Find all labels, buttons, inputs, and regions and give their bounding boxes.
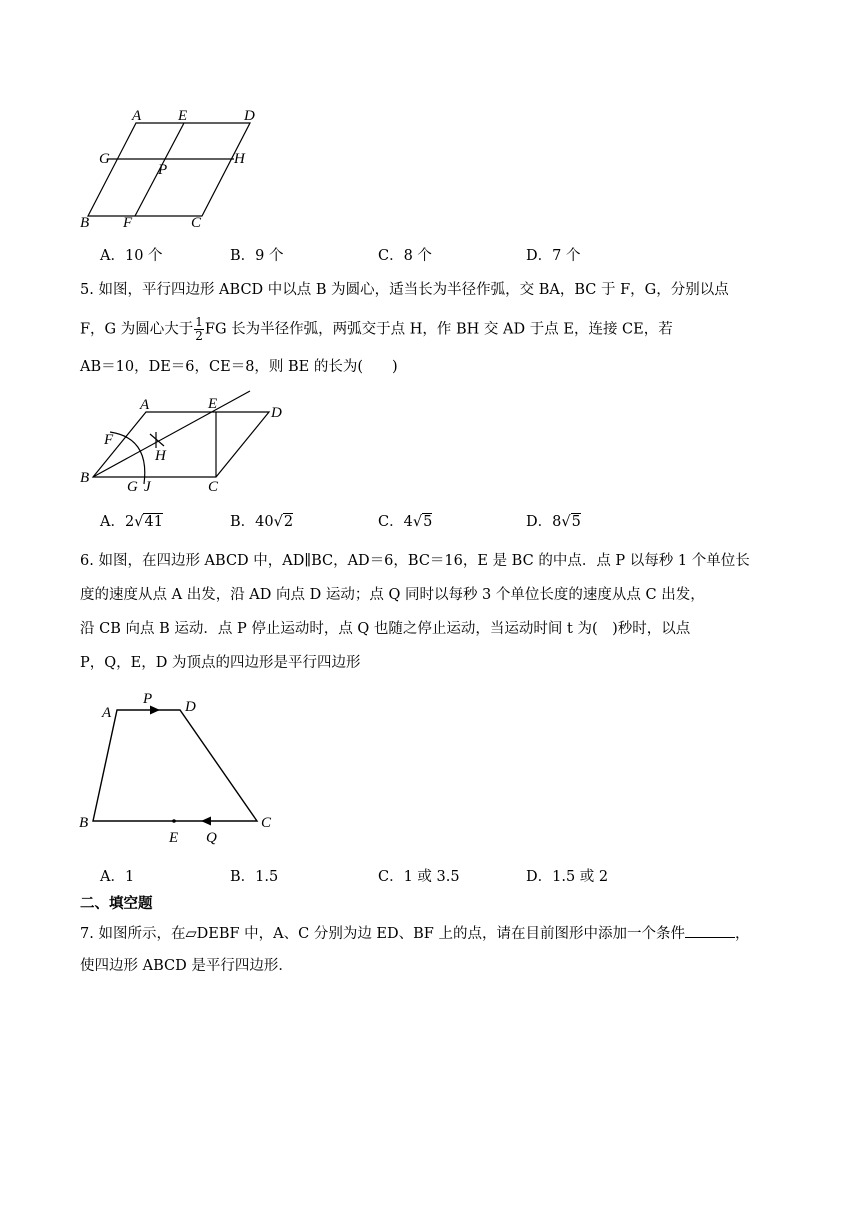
q6-text-line2: 度的速度从点 A 出发，沿 AD 向点 D 运动；点 Q 同时以每秒 3 个单位长度的速度从点 C 出发， [80,587,705,603]
fig5-label-j: J [144,479,151,495]
fig4-label-f: F [123,215,133,231]
q5-option-d[interactable]: D．8√5 [526,514,581,530]
fig6-label-e: E [169,830,179,846]
q7-line1-mid: 中，A、C 分别为边 ED、BF 上的点，请在目前图形中添加一个条件 [239,926,685,942]
q5-fraction [194,316,204,343]
fig4-label-g: G [99,151,110,167]
section-heading-fill-in: 二、填空题 [80,895,153,912]
q5-frac-num: 1 [195,315,203,329]
fig4-label-c: C [191,215,202,231]
fig6-label-b: B [79,815,89,831]
fig5-label-e: E [208,396,218,412]
q6-text-line1: 6. 如图，在四边形 ABCD 中，AD∥BC，AD＝6，BC＝16，E 是 BC 的中点．点 P 以每秒 1 个单位长 [80,553,750,569]
q6-text-line4: P，Q，E，D 为顶点的四边形是平行四边形 [80,655,361,671]
q6-option-a[interactable]: A．1 [100,869,135,885]
q7-text-line2: 使四边形 ABCD 是平行四边形． [80,958,293,974]
q4-option-b[interactable]: B．9 个 [230,248,284,264]
q6-text-line3: 沿 CB 向点 B 运动．点 P 停止运动时，点 Q 也随之停止运动，当运动时间 t 为( )秒时，以点 [80,621,691,637]
q5-line2-post: FG 长为半径作弧，两弧交于点 H，作 BH 交 AD 于点 E，连接 CE，若 [204,321,673,338]
q7-answer-blank[interactable] [685,923,735,938]
q5-option-a[interactable]: A．2√41 [100,514,163,530]
fig5-label-g: G [127,479,138,495]
fig6-label-p: P [143,691,153,707]
q6-option-d[interactable]: D．1.5 或 2 [526,869,609,885]
fig6-label-c: C [261,815,272,831]
q7-line1-end: ， [734,926,750,942]
fig4-label-d: D [244,108,255,124]
fig4-label-b: B [80,215,90,231]
q7-line1-pre: 7. 如图所示，在 [80,926,186,942]
q5-text-line3: AB＝10，DE＝6，CE＝8，则 BE 的长为( ) [80,359,398,375]
q4-option-c[interactable]: C．8 个 [378,248,432,264]
q4-option-a[interactable]: A．10 个 [100,248,163,264]
q6-option-b[interactable]: B．1.5 [230,869,279,885]
q5-text-line1: 5. 如图，平行四边形 ABCD 中以点 B 为圆心，适当长为半径作弧，交 BA，BC 于 F，G，分别以点 [80,282,729,298]
fig6-label-a: A [102,705,112,721]
fig4-label-h: H [234,151,245,167]
q7-text-line1 [80,923,749,944]
fig5-label-b: B [80,470,90,486]
fig5-label-h: H [155,448,166,464]
q5-frac-den: 2 [195,329,203,343]
fig5-label-a: A [140,397,150,413]
q4-option-d[interactable]: D．7 个 [526,248,581,264]
fig5-label-c: C [208,479,219,495]
q5-line2-pre: F，G 为圆心大于 [80,321,194,338]
q5-option-c[interactable]: C．4√5 [378,514,433,530]
fig5-label-d: D [271,405,282,421]
figure-q5-parallelogram [70,390,310,500]
figure-q6-trapezoid [70,680,290,850]
fig4-label-p: P [158,162,168,178]
fig6-label-q: Q [206,830,217,846]
q7-parallelogram-symbol: ▱DEBF [185,926,240,942]
figure-q4-parallelogram [70,100,290,235]
q5-option-b[interactable]: B．40√2 [230,514,294,530]
fig5-label-f: F [104,432,114,448]
fig4-label-e: E [178,108,188,124]
fig6-label-d: D [185,699,196,715]
fig4-label-a: A [132,108,142,124]
q5-text-line2 [80,316,673,343]
q6-option-c[interactable]: C．1 或 3.5 [378,869,460,885]
